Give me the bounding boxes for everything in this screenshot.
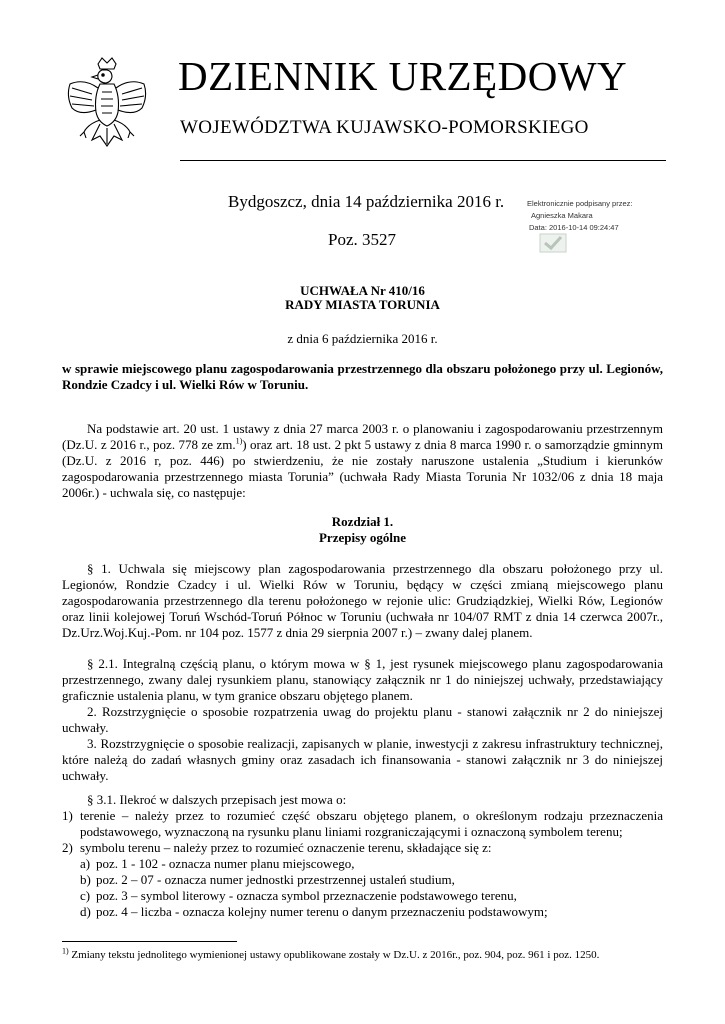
- footnote-divider: [62, 941, 237, 942]
- list-item: [62, 840, 663, 856]
- section-2: [62, 656, 663, 784]
- electronic-signature: [523, 198, 683, 234]
- resolution-date: z dnia 6 października 2016 r.: [287, 331, 438, 346]
- footnote-text: Zmiany tekstu jednolitego wymienionej ustawy opublikowane zostały w Dz.U. z 2016r., poz. 904, poz. 961 i poz. 1250.: [68, 949, 600, 961]
- signature-signer: Agnieszka Makara: [531, 211, 593, 220]
- chapter-title: Przepisy ogólne: [318, 530, 406, 545]
- sub-list-item-text: poz. 3 – symbol literowy - oznacza symbol przeznaczenie podstawowego terenu,: [96, 888, 517, 903]
- sub-list-item: [62, 872, 663, 888]
- signature-label: Elektronicznie podpisany przez:: [527, 199, 633, 208]
- sub-list-item-text: poz. 1 - 102 - oznacza numer planu miejscowego,: [96, 856, 355, 871]
- section-2-paragraph-3: 3. Rozstrzygnięcie o sposobie realizacji, zapisanych w planie, inwestycji z zakresu infrastruktury technicznej, które należą do zadań własnych gminy oraz zasadach ich finansowania - stanowi załącznik nr 3 do niniejszej uchwały.: [62, 736, 663, 783]
- sub-list-item: [62, 904, 663, 920]
- sub-list-item: [62, 888, 663, 904]
- polish-eagle-emblem-icon: [62, 56, 152, 166]
- sub-list-item-text: poz. 2 – 07 - oznacza numer jednostki przestrzennej ustaleń studium,: [96, 872, 455, 887]
- list-item: [62, 808, 663, 840]
- sub-list-item-letter: d): [80, 904, 91, 919]
- section-2-paragraph-1: § 2.1. Integralną częścią planu, o którym mowa w § 1, jest rysunek miejscowego planu zagospodarowania przestrzennego, zwany dalej rysunkiem planu, stanowiący załącznik nr 1 do niniejszej uchwały, przedstawiający graficznie ustalenia planu, w tym granice obszaru objętego planem.: [62, 656, 663, 703]
- signature-date: Data: 2016-10-14 09:24:47: [529, 223, 619, 232]
- resolution-number: UCHWAŁA Nr 410/16: [300, 283, 425, 298]
- section-3-lead: § 3.1. Ilekroć w dalszych przepisach jest mowa o:: [87, 792, 347, 807]
- list-item-number: 1): [62, 808, 73, 823]
- section-1-text: § 1. Uchwala się miejscowy plan zagospodarowania przestrzennego dla obszaru położonego przy ul. Legionów, Rondzie Czadcy i ul. Wielki Rów w Toruniu, będący w części zmianą miejscowego planu zagospodarowania przestrzennego dla terenu położonego w rejonie ulic: Grudziądzkiej, Wielki Rów, Legionów oraz linii kolejowej Toruń Wschód-Toruń Północ w Toruniu (uchwała nr 104/07 RMT z dnia 14 czerwca 2007r., Dz.Urz.Woj.Kuj.-Pom. nr 104 poz. 1577 z dnia 29 sierpnia 2007 r.) – zwany dalej planem.: [62, 561, 663, 640]
- intro-text-part2: ) oraz art. 18 ust. 2 pkt 5 ustawy z dnia 8 marca 1990 r. o samorządzie gminnym (Dz.U. z 2016 r, poz. 446) po stwierdzeniu, że nie zostały naruszone ustalenia „Studium i kierunków zagospodarowania przestrzennego miasta Torunia” (uchwała Rady Miasta Torunia Nr 1032/06 z dnia 18 maja 2006r.) - uchwala się, co następuje:: [62, 437, 663, 500]
- sub-list-item-text: poz. 4 – liczba - oznacza kolejny numer terenu o danym przeznaczeniu podstawowym;: [96, 904, 548, 919]
- position-number: Poz. 3527: [328, 230, 396, 249]
- footnote-ref: 1): [235, 436, 243, 446]
- list-item-text: symbolu terenu – należy przez to rozumieć oznaczenie terenu, składające się z:: [80, 840, 492, 855]
- masthead-subtitle: WOJEWÓDZTWA KUJAWSKO-POMORSKIEGO: [180, 117, 589, 138]
- intro-paragraph: [62, 421, 663, 501]
- chapter-number: Rozdział 1.: [331, 514, 394, 529]
- footnote-mark: 1): [62, 946, 69, 956]
- place-and-date: Bydgoszcz, dnia 14 października 2016 r.: [228, 192, 505, 211]
- list-item-text: terenie – należy przez to rozumieć część obszaru objętego planem, o określonym rodzaju przeznaczenia podstawowego, wyznaczoną na rysunku planu liniami rozgraniczającymi i oznaczoną symbolem terenu;: [80, 808, 663, 839]
- resolution-council: RADY MIASTA TORUNIA: [285, 297, 440, 312]
- masthead-divider: [180, 160, 666, 161]
- resolution-subject: w sprawie miejscowego planu zagospodarowania przestrzennego dla obszaru położonego przy ul. Legionów, Rondzie Czadcy i ul. Wielki Rów w Toruniu.: [62, 361, 663, 392]
- section-1: [62, 561, 663, 641]
- signature-check-icon: [538, 232, 568, 254]
- sub-list-item-letter: b): [80, 872, 91, 887]
- sub-list-item-letter: a): [80, 856, 91, 871]
- list-item-number: 2): [62, 840, 73, 855]
- footnote: [62, 948, 663, 962]
- intro-text-part1: Na podstawie art. 20 ust. 1 ustawy z dnia 27 marca 2003 r. o planowaniu i zagospodarowaniu przestrzennym (Dz.U. z 2016 r., poz. 778 ze zm.: [62, 421, 663, 452]
- sub-list-item: [62, 856, 663, 872]
- sub-list-item-letter: c): [80, 888, 91, 903]
- section-3: [62, 792, 663, 920]
- masthead-title: DZIENNIK URZĘDOWY: [178, 53, 628, 99]
- section-2-paragraph-2: 2. Rozstrzygnięcie o sposobie rozpatrzenia uwag do projektu planu - stanowi załącznik nr 2 do niniejszej uchwały.: [62, 704, 663, 735]
